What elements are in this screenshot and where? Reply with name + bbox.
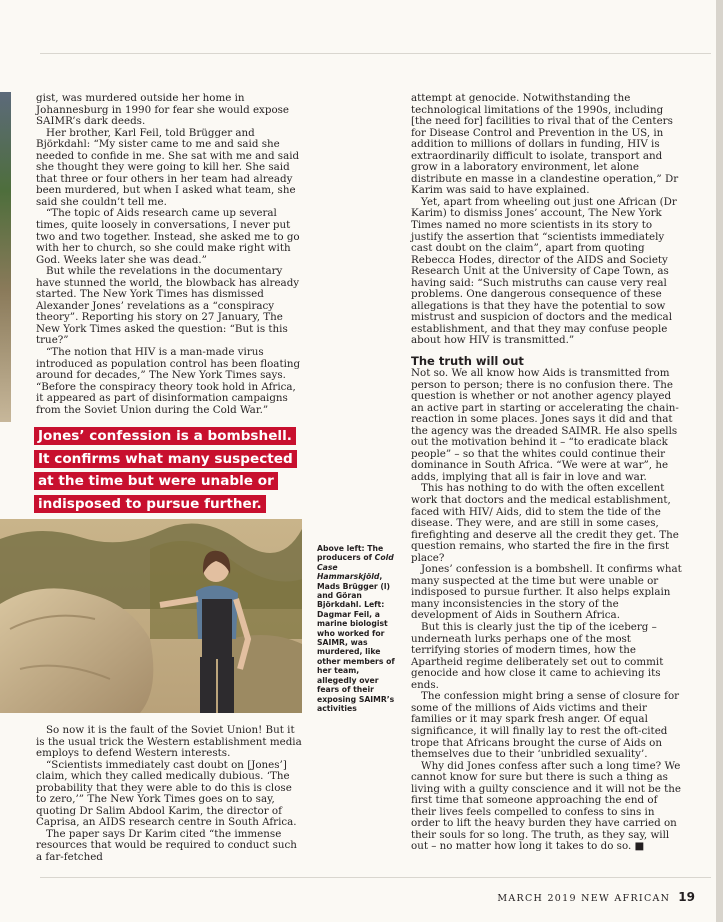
paragraph: So now it is the fault of the Soviet Union! But it is the usual trick the Western establishment media employs to defend Western interests. (36, 724, 302, 760)
paragraph: “The topic of Aids research came up several times, quite loosely in conversations, I never put two and two together. Instead, she asked me to go with her to church, so she could make right with God. Weeks later she was dead.” (36, 207, 300, 266)
paragraph: But while the revelations in the documentary have stunned the world, the blowback has already started. The New York Times has dismissed Alexander Jones’ revelations as a “conspiracy theory”. Reporting his story on 27 January, The New York Times asked the question: “But is this true?” (36, 265, 300, 347)
pull-quote-text: Jones’ confession is a bombshell. It confirms what many suspected at the time but were unable or indisposed to pursue further. (34, 427, 297, 513)
right-column-top (411, 93, 683, 347)
page-edge (716, 0, 723, 922)
paragraph: “The notion that HIV is a man-made virus introduced as population control has been floating around for decades,” The New York Times says. “Before the conspiracy theory took hold in Africa, it appeared as part of disinformation campaigns from the Soviet Union during the Cold War.” (36, 346, 301, 416)
paragraph: gist, was murdered outside her home in Johannesburg in 1990 for fear she would expose SAIMR’s dark deeds. (36, 92, 290, 128)
paragraph: “Scientists immediately cast doubt on [Jones’] claim, which they called medically dubious. ‘The probability that they were able to do this is close to zero,’” The New York Times goes on to say, quoting Dr Salim Abdool Karim, the director of Caprisa, an AIDS research centre in South Africa. (36, 758, 297, 829)
top-rule (40, 53, 711, 54)
issue-label: MARCH 2019 NEW AFRICAN (497, 893, 671, 904)
paragraph: This has nothing to do with the often excellent work that doctors and the medical establishment, faced with HIV/ Aids, did to stem the tide of the disease. They were, and are still in some cases, firefighting and deserve all the credit they get. The question remains, who started the fire in the first place? (411, 482, 679, 564)
paragraph: The paper says Dr Karim cited “the immense resources that would be required to conduct such a far-fetched (36, 827, 297, 864)
photo-caption: Above left: The producers of Cold Case Hammarskjöld, Mads Brügger (l) and Göran Björkdahl. Left: Dagmar Feil, a marine biologist who worked for SAIMR, was murdered, like other members of her team, allegedly over fears of their exposing SAIMR’s activities (317, 544, 395, 713)
right-column-bottom (411, 368, 683, 853)
paragraph: But this is clearly just the tip of the iceberg – underneath lurks perhaps one of the most terrifying stories of modern times, how the Apartheid regime deliberately set out to commit genocide and how close it came to achieving its ends. (411, 621, 664, 691)
paragraph: Why did Jones confess after such a long time? We cannot know for sure but there is such a thing as living with a guilty conscience and it will not be the first time that someone approaching the end of their lives feels compelled to confess to sins in order to lift the heavy burden they have carried on their souls for so long. The truth, as they say, will out – no matter how long it takes to do so. ■ (411, 759, 681, 853)
pull-quote (34, 425, 304, 516)
paragraph: Not so. We all know how Aids is transmitted from person to person; there is no confusion there. The question is whether or not another agency played an active part in starting or accelerating the chain-reaction in some places. Jones says it did and that the agency was the dreaded SAIMR. He also spells out the motivation behind it – “to eradicate black people” – so that the whites could continue their dominance in South Africa. “We were at war”, he adds, implying that all is fair in love and war. (411, 367, 679, 483)
paragraph: Her brother, Karl Feil, told Brügger and Björkdahl: “My sister came to me and said she needed to confide in me. She sat with me and said she thought they were going to kill her. She said that three or four others in her team had already been murdered, but when I asked what team, she said she couldn’t tell me. (36, 126, 300, 208)
paragraph: Yet, apart from wheeling out just one African (Dr Karim) to dismiss Jones’ account, The New York Times named no more scientists in its story to justify the assertion that “scientists immediately cast doubt on the claim”, apart from quoting Rebecca Hodes, director of the AIDS and Society Research Unit at the University of Cape Town, as having said: “Such mistruths can cause very real problems. One dangerous consequence of these allegations is that they have the potential to sow mistrust and suspicion of doctors and the medical establishment, and that they may confuse people about how HIV is transmitted.” (411, 195, 677, 347)
left-column-bottom (36, 725, 304, 864)
paragraph: Jones’ confession is a bombshell. It confirms what many suspected at the time but were unable or indisposed to pursue further. It also helps explain many inconsistencies in the story of the development of Aids in Southern Africa. (411, 563, 682, 622)
paragraph: The confession might bring a sense of closure for some of the millions of Aids victims and their families or it may spark fresh anger. Of equal significance, it will finally lay to rest the oft-cited trope that Africans brought the curse of Aids on themselves due to their ‘unbridled sexuality’. (411, 690, 680, 761)
page-number: 19 (678, 890, 695, 904)
page-footer (497, 890, 695, 904)
paragraph: attempt at genocide. Notwithstanding the technological limitations of the 1990s, including [the need for] facilities to rival that of the Centers for Disease Control and Prevention in the US, in addition to millions of dollars in funding, HIV is extraordinarily difficult to isolate, transport and grow in a laboratory environment, let alone distribute en masse in a clandestine operation,” Dr Karim was said to have explained. (411, 92, 679, 197)
photo-illustration (0, 519, 302, 713)
left-column-top (36, 93, 304, 416)
photo-dagmar-feil (0, 519, 302, 713)
left-photo-strip (0, 92, 11, 422)
bottom-rule (40, 877, 711, 878)
subheading: The truth will out (411, 354, 524, 368)
